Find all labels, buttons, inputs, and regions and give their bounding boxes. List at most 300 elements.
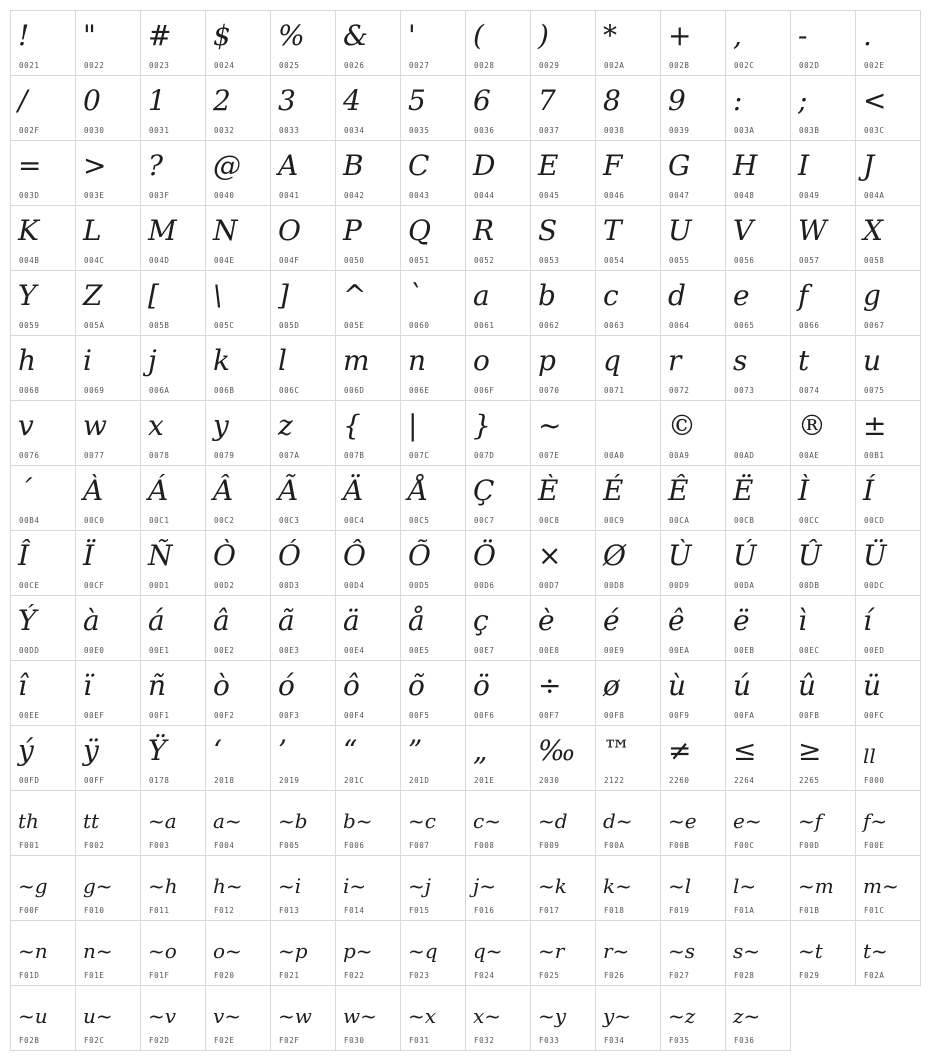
glyph-cell[interactable] [466,336,531,401]
glyph-cell[interactable] [76,531,141,596]
glyph-sample: ? [148,149,164,182]
glyph-cell[interactable] [791,11,856,76]
glyph-cell[interactable] [466,596,531,661]
glyph-cell[interactable] [271,791,336,856]
glyph-cell[interactable] [141,11,206,76]
glyph-cell[interactable] [76,791,141,856]
glyph-cell[interactable] [271,856,336,921]
codepoint-label: 006B [214,386,235,395]
glyph-cell[interactable] [661,336,726,401]
glyph-cell[interactable] [856,531,921,596]
glyph-cell[interactable] [336,466,401,531]
glyph-sample: Ë [733,474,754,507]
glyph-cell[interactable] [661,596,726,661]
glyph-cell[interactable] [856,11,921,76]
codepoint-label: 0033 [279,126,300,135]
glyph-cell[interactable] [661,921,726,986]
glyph-cell[interactable] [336,791,401,856]
glyph-cell[interactable] [726,986,791,1051]
glyph-sample: k [213,344,230,377]
glyph-cell[interactable] [531,206,596,271]
glyph-cell[interactable] [726,206,791,271]
glyph-sample: Ó [278,539,301,572]
glyph-sample: ö [473,669,490,702]
glyph-cell[interactable] [791,141,856,206]
glyph-sample: t [798,344,810,377]
glyph-cell[interactable] [596,726,661,791]
glyph-sample: { [343,409,361,442]
glyph-cell[interactable] [791,726,856,791]
codepoint-label: 00D4 [344,581,365,590]
glyph-cell[interactable] [531,11,596,76]
glyph-cell[interactable] [661,661,726,726]
glyph-cell[interactable] [401,531,466,596]
glyph-cell[interactable] [531,76,596,141]
glyph-cell[interactable] [791,856,856,921]
glyph-cell[interactable] [336,401,401,466]
glyph-cell[interactable] [401,986,466,1051]
glyph-sample: . [863,19,872,52]
glyph-cell[interactable] [726,401,791,466]
glyph-cell[interactable] [791,271,856,336]
glyph-sample: ~w [278,1004,312,1028]
glyph-cell[interactable] [206,791,271,856]
codepoint-label: 0052 [474,256,495,265]
glyph-sample: O [278,214,301,247]
codepoint-label: F00B [669,841,690,850]
glyph-cell[interactable] [206,466,271,531]
glyph-cell[interactable] [336,141,401,206]
glyph-cell[interactable] [726,596,791,661]
glyph-cell[interactable] [401,336,466,401]
glyph-cell[interactable] [336,336,401,401]
glyph-sample: y [213,409,229,442]
glyph-cell[interactable] [271,531,336,596]
glyph-cell[interactable] [856,466,921,531]
glyph-cell[interactable] [11,206,76,271]
codepoint-label: F02B [19,1036,40,1045]
glyph-cell[interactable] [206,401,271,466]
glyph-cell[interactable] [401,11,466,76]
glyph-sample: ï [83,669,92,702]
glyph-cell[interactable] [726,531,791,596]
glyph-cell[interactable] [856,336,921,401]
glyph-cell[interactable] [856,726,921,791]
glyph-cell[interactable] [206,271,271,336]
glyph-cell[interactable] [726,11,791,76]
glyph-cell[interactable] [206,531,271,596]
glyph-cell[interactable] [141,466,206,531]
codepoint-label: F032 [474,1036,495,1045]
glyph-cell[interactable] [76,466,141,531]
glyph-cell[interactable] [466,76,531,141]
glyph-cell[interactable] [336,76,401,141]
glyph-cell[interactable] [856,141,921,206]
glyph-cell[interactable] [401,206,466,271]
glyph-sample: Q [408,214,431,247]
glyph-cell[interactable] [466,531,531,596]
glyph-cell[interactable] [11,336,76,401]
glyph-cell[interactable] [76,856,141,921]
glyph-cell[interactable] [856,661,921,726]
glyph-cell[interactable] [531,141,596,206]
glyph-cell[interactable] [531,271,596,336]
glyph-cell[interactable] [206,141,271,206]
glyph-cell[interactable] [596,466,661,531]
glyph-cell[interactable] [141,76,206,141]
codepoint-label: 00C1 [149,516,170,525]
glyph-cell[interactable] [531,466,596,531]
codepoint-label: 00EE [19,711,40,720]
codepoint-label: 00CA [669,516,690,525]
glyph-cell[interactable] [271,661,336,726]
glyph-cell[interactable] [856,791,921,856]
glyph-sample: õ [408,669,425,702]
glyph-cell[interactable] [76,401,141,466]
glyph-cell[interactable] [466,661,531,726]
glyph-cell[interactable] [791,76,856,141]
glyph-sample: X [863,214,883,247]
glyph-cell[interactable] [141,401,206,466]
glyph-cell[interactable] [76,271,141,336]
glyph-cell[interactable] [141,726,206,791]
glyph-cell[interactable] [271,726,336,791]
glyph-sample: Ö [473,539,496,572]
glyph-cell[interactable] [141,661,206,726]
glyph-cell[interactable] [596,141,661,206]
glyph-cell[interactable] [11,466,76,531]
glyph-cell[interactable] [726,726,791,791]
glyph-cell[interactable] [76,986,141,1051]
codepoint-label: 0074 [799,386,820,395]
glyph-cell[interactable] [661,401,726,466]
glyph-cell[interactable] [336,531,401,596]
glyph-cell[interactable] [336,921,401,986]
glyph-cell[interactable] [76,336,141,401]
glyph-cell[interactable] [531,986,596,1051]
glyph-cell[interactable] [791,401,856,466]
glyph-cell[interactable] [791,921,856,986]
codepoint-label: 0055 [669,256,690,265]
glyph-cell[interactable] [401,921,466,986]
glyph-cell[interactable] [271,596,336,661]
glyph-cell[interactable] [206,596,271,661]
glyph-cell[interactable] [76,76,141,141]
glyph-cell[interactable] [76,596,141,661]
glyph-sample: & [343,19,368,52]
glyph-cell[interactable] [76,921,141,986]
glyph-cell[interactable] [726,856,791,921]
glyph-cell[interactable] [856,271,921,336]
glyph-cell[interactable] [401,76,466,141]
glyph-cell[interactable] [596,401,661,466]
codepoint-label: 005E [344,321,365,330]
glyph-cell[interactable] [661,986,726,1051]
glyph-cell[interactable] [336,856,401,921]
glyph-cell[interactable] [661,206,726,271]
glyph-cell[interactable] [141,921,206,986]
glyph-cell[interactable] [141,596,206,661]
glyph-sample: t~ [863,939,888,963]
glyph-cell[interactable] [141,791,206,856]
glyph-cell[interactable] [726,271,791,336]
codepoint-label: F01E [84,971,105,980]
codepoint-label: 0023 [149,61,170,70]
glyph-cell[interactable] [401,856,466,921]
glyph-sample: ~v [148,1004,177,1028]
glyph-cell[interactable] [596,986,661,1051]
glyph-cell[interactable] [206,11,271,76]
glyph-cell[interactable] [206,336,271,401]
glyph-cell[interactable] [141,271,206,336]
glyph-cell[interactable] [11,921,76,986]
glyph-cell[interactable] [531,921,596,986]
glyph-cell[interactable] [11,986,76,1051]
glyph-cell[interactable] [596,856,661,921]
glyph-cell[interactable] [401,271,466,336]
glyph-cell[interactable] [271,271,336,336]
glyph-cell[interactable] [791,596,856,661]
glyph-sample: R [473,214,495,247]
glyph-cell[interactable] [791,661,856,726]
glyph-sample: < [863,84,887,117]
glyph-sample: x~ [473,1004,502,1028]
glyph-cell[interactable] [141,141,206,206]
glyph-cell[interactable] [531,401,596,466]
glyph-cell[interactable] [661,76,726,141]
codepoint-label: F02C [84,1036,105,1045]
glyph-cell[interactable] [206,856,271,921]
codepoint-label: F01B [799,906,820,915]
glyph-cell[interactable] [596,531,661,596]
glyph-sample: j~ [473,874,496,898]
glyph-cell[interactable] [856,76,921,141]
glyph-sample: i [83,344,92,377]
glyph-cell[interactable] [141,856,206,921]
glyph-sample: ã [278,604,295,637]
glyph-cell[interactable] [791,336,856,401]
glyph-cell[interactable] [596,271,661,336]
glyph-cell[interactable] [596,76,661,141]
glyph-cell[interactable] [141,336,206,401]
glyph-cell[interactable] [76,661,141,726]
glyph-sample: ” [408,734,423,767]
glyph-cell[interactable] [11,141,76,206]
glyph-cell[interactable] [466,271,531,336]
glyph-cell[interactable] [531,661,596,726]
glyph-cell[interactable] [466,401,531,466]
glyph-cell[interactable] [271,986,336,1051]
glyph-sample: , [733,19,742,52]
glyph-cell[interactable] [76,206,141,271]
glyph-cell[interactable] [271,466,336,531]
glyph-sample: L [83,214,102,247]
glyph-cell[interactable] [271,11,336,76]
glyph-cell[interactable] [466,141,531,206]
glyph-cell[interactable] [401,661,466,726]
glyph-cell[interactable] [401,791,466,856]
glyph-cell[interactable] [466,986,531,1051]
glyph-cell[interactable] [11,856,76,921]
glyph-sample: Ø [603,539,626,572]
codepoint-label: 006D [344,386,365,395]
glyph-cell[interactable] [466,921,531,986]
glyph-cell[interactable] [596,921,661,986]
glyph-cell[interactable] [661,726,726,791]
codepoint-label: 00F7 [539,711,560,720]
glyph-sample: m [343,344,370,377]
glyph-cell[interactable] [336,11,401,76]
codepoint-label: 00F4 [344,711,365,720]
codepoint-label: 00C7 [474,516,495,525]
glyph-cell[interactable] [11,11,76,76]
glyph-cell[interactable] [531,791,596,856]
glyph-sample: È [538,474,559,507]
glyph-cell[interactable] [401,141,466,206]
glyph-cell[interactable] [11,271,76,336]
glyph-sample: ó [278,669,295,702]
glyph-cell[interactable] [726,661,791,726]
glyph-sample: v~ [213,1004,242,1028]
glyph-cell[interactable] [856,856,921,921]
glyph-cell[interactable] [596,336,661,401]
glyph-cell[interactable] [531,726,596,791]
glyph-sample: ê [668,604,685,637]
glyph-cell[interactable] [531,531,596,596]
glyph-cell[interactable] [596,791,661,856]
glyph-cell[interactable] [726,76,791,141]
glyph-cell[interactable] [856,206,921,271]
glyph-cell[interactable] [206,726,271,791]
glyph-cell[interactable] [661,791,726,856]
glyph-sample: k~ [603,874,632,898]
glyph-cell[interactable] [11,531,76,596]
glyph-cell[interactable] [11,401,76,466]
codepoint-label: 00B4 [19,516,40,525]
glyph-cell[interactable] [336,986,401,1051]
glyph-cell[interactable] [466,206,531,271]
glyph-cell[interactable] [206,986,271,1051]
glyph-cell[interactable] [726,141,791,206]
glyph-cell[interactable] [531,336,596,401]
codepoint-label: 004E [214,256,235,265]
glyph-cell[interactable] [336,271,401,336]
glyph-sample: f [798,279,809,312]
glyph-cell[interactable] [726,791,791,856]
glyph-cell[interactable] [11,76,76,141]
glyph-cell[interactable] [596,596,661,661]
glyph-cell[interactable] [596,206,661,271]
glyph-cell[interactable] [11,596,76,661]
glyph-cell[interactable] [791,791,856,856]
glyph-cell[interactable] [466,11,531,76]
glyph-cell[interactable] [336,596,401,661]
glyph-cell[interactable] [726,336,791,401]
glyph-cell[interactable] [661,141,726,206]
glyph-cell[interactable] [661,11,726,76]
glyph-cell[interactable] [11,791,76,856]
glyph-cell[interactable] [726,466,791,531]
glyph-cell[interactable] [856,921,921,986]
glyph-cell[interactable] [76,726,141,791]
glyph-cell[interactable] [856,596,921,661]
glyph-cell[interactable] [596,11,661,76]
glyph-sample: ~y [538,1004,567,1028]
glyph-cell[interactable] [466,856,531,921]
glyph-sample: ~e [668,809,697,833]
glyph-cell[interactable] [206,76,271,141]
glyph-cell[interactable] [661,531,726,596]
glyph-sample: ` [408,279,422,312]
codepoint-label: 00D8 [604,581,625,590]
glyph-cell[interactable] [401,726,466,791]
glyph-cell[interactable] [141,531,206,596]
glyph-cell[interactable] [76,11,141,76]
glyph-cell[interactable] [206,206,271,271]
glyph-cell[interactable] [726,921,791,986]
glyph-sample: ~a [148,809,177,833]
glyph-cell[interactable] [401,596,466,661]
glyph-cell[interactable] [531,856,596,921]
glyph-cell[interactable] [76,141,141,206]
codepoint-label: F022 [344,971,365,980]
glyph-sample: ~ [538,409,562,442]
codepoint-label: 2018 [214,776,235,785]
codepoint-label: 00DD [19,646,40,655]
glyph-cell[interactable] [336,206,401,271]
glyph-cell[interactable] [401,466,466,531]
glyph-cell[interactable] [271,76,336,141]
glyph-cell[interactable] [596,661,661,726]
glyph-cell[interactable] [466,726,531,791]
glyph-cell[interactable] [271,141,336,206]
glyph-cell[interactable] [271,921,336,986]
glyph-sample: Û [798,539,822,572]
glyph-sample: b~ [343,809,373,833]
glyph-cell[interactable] [856,401,921,466]
glyph-cell[interactable] [661,466,726,531]
glyph-cell[interactable] [271,336,336,401]
glyph-cell[interactable] [141,206,206,271]
glyph-cell[interactable] [791,466,856,531]
glyph-cell[interactable] [11,661,76,726]
glyph-sample: p~ [343,939,373,963]
glyph-cell[interactable] [531,596,596,661]
codepoint-label: 007A [279,451,300,460]
glyph-cell[interactable] [271,206,336,271]
glyph-cell[interactable] [271,401,336,466]
glyph-cell[interactable] [401,401,466,466]
glyph-cell[interactable] [206,921,271,986]
glyph-cell[interactable] [661,271,726,336]
codepoint-label: F017 [539,906,560,915]
glyph-cell[interactable] [791,531,856,596]
glyph-cell[interactable] [11,726,76,791]
glyph-sample: ; [798,84,808,117]
glyph-cell[interactable] [466,791,531,856]
codepoint-label: 0064 [669,321,690,330]
glyph-cell[interactable] [206,661,271,726]
glyph-sample: ´ [18,474,32,507]
glyph-cell[interactable] [336,661,401,726]
glyph-sample: ® [798,409,826,442]
glyph-cell[interactable] [466,466,531,531]
glyph-cell[interactable] [791,206,856,271]
glyph-cell[interactable] [336,726,401,791]
codepoint-label: 00FC [864,711,885,720]
glyph-cell[interactable] [661,856,726,921]
glyph-cell[interactable] [141,986,206,1051]
